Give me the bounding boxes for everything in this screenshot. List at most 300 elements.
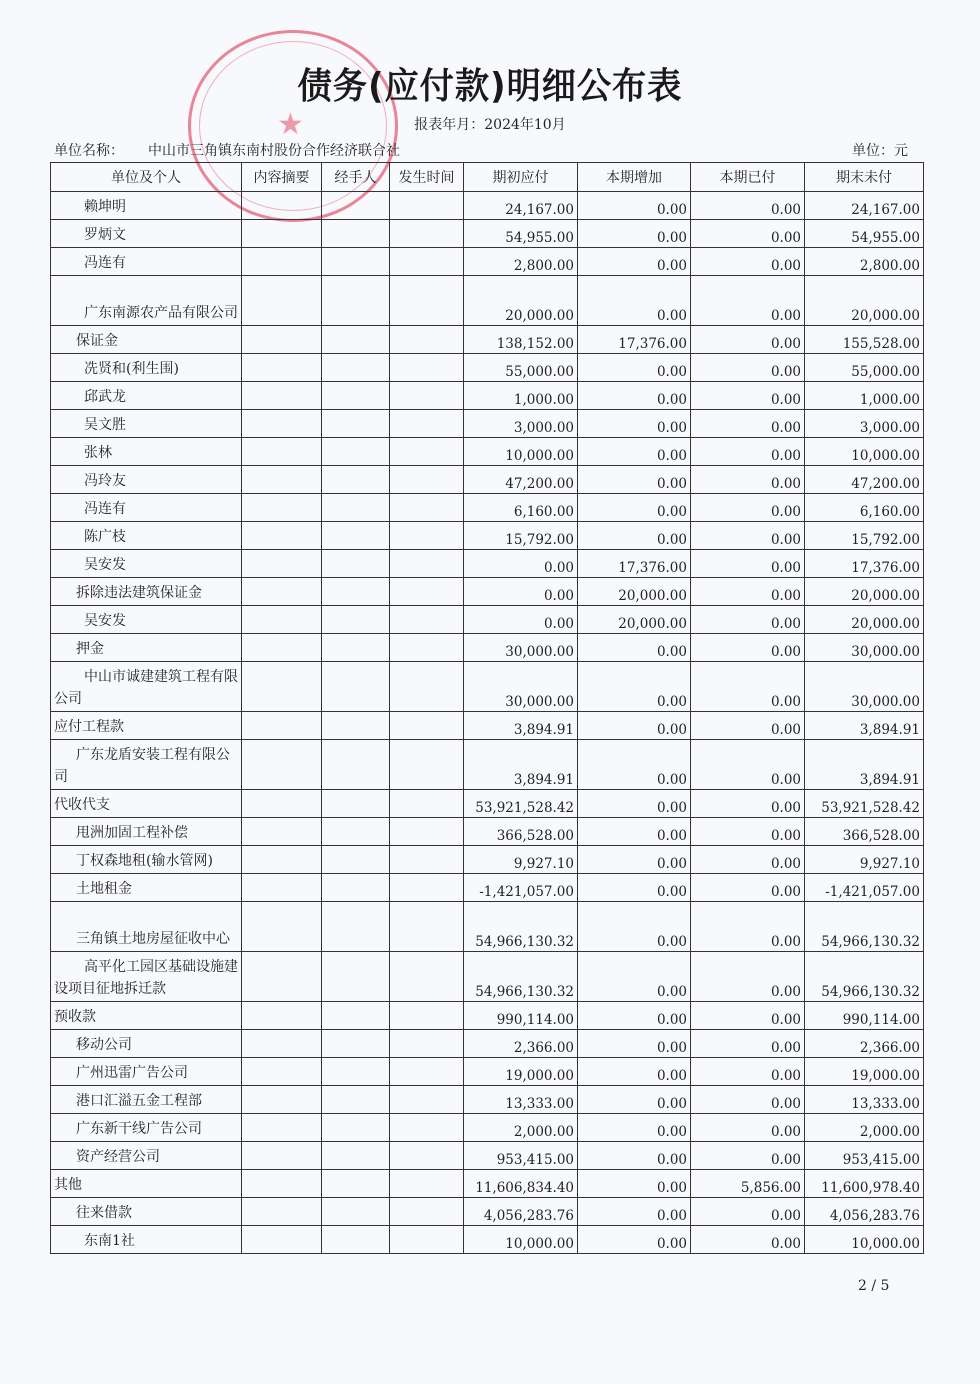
cell-date bbox=[390, 1198, 464, 1226]
table-row bbox=[51, 410, 924, 438]
payables-table bbox=[50, 162, 924, 1254]
cell-closing: 30,000.00 bbox=[805, 662, 924, 712]
table-row bbox=[51, 382, 924, 410]
table-row bbox=[51, 326, 924, 354]
table-row bbox=[51, 220, 924, 248]
cell-entity-name: 冼贤和(利生围) bbox=[51, 354, 242, 382]
cell-handler bbox=[322, 220, 390, 248]
cell-paid: 0.00 bbox=[691, 354, 805, 382]
cell-increase: 20,000.00 bbox=[578, 606, 691, 634]
cell-entity-name: 东南1社 bbox=[51, 1226, 242, 1254]
cell-entity-name: 广东新干线广告公司 bbox=[51, 1114, 242, 1142]
cell-paid: 0.00 bbox=[691, 550, 805, 578]
cell-summary bbox=[242, 578, 322, 606]
cell-summary bbox=[242, 354, 322, 382]
cell-summary bbox=[242, 874, 322, 902]
cell-closing: 3,894.91 bbox=[805, 740, 924, 790]
cell-increase: 0.00 bbox=[578, 818, 691, 846]
cell-opening: 11,606,834.40 bbox=[464, 1170, 578, 1198]
cell-handler bbox=[322, 1114, 390, 1142]
cell-handler bbox=[322, 438, 390, 466]
cell-entity-name: 移动公司 bbox=[51, 1030, 242, 1058]
cell-handler bbox=[322, 1170, 390, 1198]
cell-closing: 54,966,130.32 bbox=[805, 902, 924, 952]
cell-closing: 30,000.00 bbox=[805, 634, 924, 662]
cell-closing: 55,000.00 bbox=[805, 354, 924, 382]
cell-opening: 54,966,130.32 bbox=[464, 902, 578, 952]
cell-handler bbox=[322, 740, 390, 790]
cell-opening: 24,167.00 bbox=[464, 192, 578, 220]
cell-handler bbox=[322, 662, 390, 712]
cell-closing: 2,000.00 bbox=[805, 1114, 924, 1142]
cell-date bbox=[390, 1170, 464, 1198]
cell-date bbox=[390, 276, 464, 326]
cell-summary bbox=[242, 846, 322, 874]
cell-handler bbox=[322, 790, 390, 818]
cell-paid: 0.00 bbox=[691, 220, 805, 248]
cell-opening: 138,152.00 bbox=[464, 326, 578, 354]
cell-entity-name: 邱武龙 bbox=[51, 382, 242, 410]
cell-handler bbox=[322, 382, 390, 410]
cell-handler bbox=[322, 1198, 390, 1226]
cell-paid: 0.00 bbox=[691, 410, 805, 438]
cell-increase: 0.00 bbox=[578, 874, 691, 902]
table-row bbox=[51, 662, 924, 712]
cell-summary bbox=[242, 902, 322, 952]
cell-handler bbox=[322, 634, 390, 662]
cell-increase: 0.00 bbox=[578, 522, 691, 550]
cell-paid: 0.00 bbox=[691, 494, 805, 522]
col-header-increase: 本期增加 bbox=[578, 163, 691, 192]
cell-closing: 2,366.00 bbox=[805, 1030, 924, 1058]
cell-handler bbox=[322, 952, 390, 1002]
cell-closing: 20,000.00 bbox=[805, 578, 924, 606]
cell-paid: 0.00 bbox=[691, 662, 805, 712]
cell-summary bbox=[242, 1142, 322, 1170]
cell-date bbox=[390, 846, 464, 874]
cell-closing: 953,415.00 bbox=[805, 1142, 924, 1170]
cell-date bbox=[390, 1114, 464, 1142]
cell-handler bbox=[322, 606, 390, 634]
cell-paid: 0.00 bbox=[691, 712, 805, 740]
seal-star-icon: ★ bbox=[277, 107, 304, 142]
cell-date bbox=[390, 1142, 464, 1170]
table-row bbox=[51, 522, 924, 550]
cell-date bbox=[390, 466, 464, 494]
cell-handler bbox=[322, 578, 390, 606]
cell-opening: 2,000.00 bbox=[464, 1114, 578, 1142]
cell-entity-name: 往来借款 bbox=[51, 1198, 242, 1226]
cell-paid: 0.00 bbox=[691, 846, 805, 874]
cell-closing: 20,000.00 bbox=[805, 276, 924, 326]
cell-closing: 3,000.00 bbox=[805, 410, 924, 438]
cell-paid: 0.00 bbox=[691, 952, 805, 1002]
cell-paid: 0.00 bbox=[691, 606, 805, 634]
cell-date bbox=[390, 634, 464, 662]
cell-date bbox=[390, 550, 464, 578]
table-row bbox=[51, 1198, 924, 1226]
cell-summary bbox=[242, 550, 322, 578]
cell-increase: 0.00 bbox=[578, 634, 691, 662]
cell-entity-name: 资产经营公司 bbox=[51, 1142, 242, 1170]
table-row bbox=[51, 902, 924, 952]
cell-handler bbox=[322, 1030, 390, 1058]
cell-opening: 3,000.00 bbox=[464, 410, 578, 438]
cell-entity-name: 代收代支 bbox=[51, 790, 242, 818]
cell-entity-name: 张林 bbox=[51, 438, 242, 466]
cell-entity-name: 广东龙盾安装工程有限公司 bbox=[51, 740, 242, 790]
table-row bbox=[51, 1086, 924, 1114]
table-row bbox=[51, 952, 924, 1002]
cell-increase: 0.00 bbox=[578, 952, 691, 1002]
cell-summary bbox=[242, 1170, 322, 1198]
cell-summary bbox=[242, 522, 322, 550]
cell-paid: 0.00 bbox=[691, 466, 805, 494]
cell-increase: 0.00 bbox=[578, 712, 691, 740]
cell-entity-name: 广州迅雷广告公司 bbox=[51, 1058, 242, 1086]
cell-date bbox=[390, 662, 464, 712]
table-header-row bbox=[51, 163, 924, 192]
cell-date bbox=[390, 578, 464, 606]
cell-closing: 10,000.00 bbox=[805, 438, 924, 466]
cell-date bbox=[390, 494, 464, 522]
cell-date bbox=[390, 382, 464, 410]
cell-opening: 4,056,283.76 bbox=[464, 1198, 578, 1226]
cell-closing: 17,376.00 bbox=[805, 550, 924, 578]
cell-closing: 54,955.00 bbox=[805, 220, 924, 248]
cell-date bbox=[390, 740, 464, 790]
cell-date bbox=[390, 1058, 464, 1086]
cell-increase: 0.00 bbox=[578, 494, 691, 522]
table-row bbox=[51, 1114, 924, 1142]
cell-handler bbox=[322, 874, 390, 902]
cell-paid: 0.00 bbox=[691, 1226, 805, 1254]
cell-paid: 0.00 bbox=[691, 1030, 805, 1058]
cell-date bbox=[390, 326, 464, 354]
cell-opening: 54,966,130.32 bbox=[464, 952, 578, 1002]
cell-increase: 0.00 bbox=[578, 248, 691, 276]
cell-handler bbox=[322, 248, 390, 276]
cell-date bbox=[390, 522, 464, 550]
table-row bbox=[51, 494, 924, 522]
cell-summary bbox=[242, 276, 322, 326]
col-header-date: 发生时间 bbox=[390, 163, 464, 192]
table-row bbox=[51, 438, 924, 466]
cell-handler bbox=[322, 466, 390, 494]
cell-increase: 0.00 bbox=[578, 220, 691, 248]
cell-opening: 990,114.00 bbox=[464, 1002, 578, 1030]
cell-entity-name: 广东南源农产品有限公司 bbox=[51, 276, 242, 326]
cell-increase: 17,376.00 bbox=[578, 326, 691, 354]
cell-paid: 0.00 bbox=[691, 874, 805, 902]
cell-summary bbox=[242, 248, 322, 276]
cell-summary bbox=[242, 1086, 322, 1114]
cell-summary bbox=[242, 326, 322, 354]
cell-paid: 0.00 bbox=[691, 1114, 805, 1142]
cell-summary bbox=[242, 410, 322, 438]
unit-name-label: 单位名称： bbox=[54, 143, 124, 159]
cell-entity-name: 押金 bbox=[51, 634, 242, 662]
cell-summary bbox=[242, 952, 322, 1002]
cell-increase: 0.00 bbox=[578, 1002, 691, 1030]
cell-closing: 4,056,283.76 bbox=[805, 1198, 924, 1226]
table-row bbox=[51, 1226, 924, 1254]
cell-opening: 30,000.00 bbox=[464, 662, 578, 712]
cell-date bbox=[390, 192, 464, 220]
cell-increase: 0.00 bbox=[578, 410, 691, 438]
cell-date bbox=[390, 1086, 464, 1114]
cell-date bbox=[390, 220, 464, 248]
cell-paid: 0.00 bbox=[691, 248, 805, 276]
cell-handler bbox=[322, 326, 390, 354]
cell-closing: 24,167.00 bbox=[805, 192, 924, 220]
cell-entity-name: 土地租金 bbox=[51, 874, 242, 902]
cell-opening: 55,000.00 bbox=[464, 354, 578, 382]
page-number: 2 / 5 bbox=[858, 1278, 890, 1294]
cell-summary bbox=[242, 1058, 322, 1086]
cell-summary bbox=[242, 466, 322, 494]
cell-closing: 366,528.00 bbox=[805, 818, 924, 846]
cell-handler bbox=[322, 494, 390, 522]
cell-paid: 0.00 bbox=[691, 902, 805, 952]
cell-entity-name: 预收款 bbox=[51, 1002, 242, 1030]
cell-closing: 20,000.00 bbox=[805, 606, 924, 634]
cell-date bbox=[390, 410, 464, 438]
cell-entity-name: 冯连有 bbox=[51, 248, 242, 276]
cell-increase: 0.00 bbox=[578, 276, 691, 326]
cell-date bbox=[390, 354, 464, 382]
page-title: 债务(应付款)明细公布表 bbox=[297, 66, 683, 107]
cell-increase: 17,376.00 bbox=[578, 550, 691, 578]
col-header-entity: 单位及个人 bbox=[51, 163, 242, 192]
table-row bbox=[51, 740, 924, 790]
table-row bbox=[51, 1002, 924, 1030]
cell-increase: 0.00 bbox=[578, 438, 691, 466]
cell-summary bbox=[242, 1226, 322, 1254]
cell-summary bbox=[242, 662, 322, 712]
cell-handler bbox=[322, 1142, 390, 1170]
table-row bbox=[51, 550, 924, 578]
cell-closing: 3,894.91 bbox=[805, 712, 924, 740]
cell-increase: 0.00 bbox=[578, 354, 691, 382]
cell-date bbox=[390, 248, 464, 276]
col-header-opening: 期初应付 bbox=[464, 163, 578, 192]
cell-closing: 11,600,978.40 bbox=[805, 1170, 924, 1198]
table-row bbox=[51, 874, 924, 902]
cell-closing: 6,160.00 bbox=[805, 494, 924, 522]
cell-increase: 0.00 bbox=[578, 790, 691, 818]
cell-entity-name: 冯连有 bbox=[51, 494, 242, 522]
cell-date bbox=[390, 874, 464, 902]
cell-date bbox=[390, 712, 464, 740]
cell-paid: 5,856.00 bbox=[691, 1170, 805, 1198]
cell-handler bbox=[322, 354, 390, 382]
cell-summary bbox=[242, 1114, 322, 1142]
cell-entity-name: 丁权森地租(输水管网) bbox=[51, 846, 242, 874]
cell-closing: 9,927.10 bbox=[805, 846, 924, 874]
cell-increase: 0.00 bbox=[578, 1086, 691, 1114]
table-row bbox=[51, 790, 924, 818]
cell-increase: 0.00 bbox=[578, 662, 691, 712]
cell-increase: 0.00 bbox=[578, 846, 691, 874]
cell-opening: 47,200.00 bbox=[464, 466, 578, 494]
cell-opening: 30,000.00 bbox=[464, 634, 578, 662]
cell-increase: 0.00 bbox=[578, 1142, 691, 1170]
cell-opening: 953,415.00 bbox=[464, 1142, 578, 1170]
cell-opening: 10,000.00 bbox=[464, 438, 578, 466]
cell-summary bbox=[242, 634, 322, 662]
cell-summary bbox=[242, 740, 322, 790]
cell-opening: 19,000.00 bbox=[464, 1058, 578, 1086]
cell-opening: 53,921,528.42 bbox=[464, 790, 578, 818]
cell-increase: 0.00 bbox=[578, 1170, 691, 1198]
cell-increase: 0.00 bbox=[578, 1226, 691, 1254]
cell-opening: 2,366.00 bbox=[464, 1030, 578, 1058]
cell-increase: 0.00 bbox=[578, 1114, 691, 1142]
cell-opening: 9,927.10 bbox=[464, 846, 578, 874]
cell-closing: 15,792.00 bbox=[805, 522, 924, 550]
cell-opening: 3,894.91 bbox=[464, 740, 578, 790]
cell-paid: 0.00 bbox=[691, 790, 805, 818]
cell-date bbox=[390, 952, 464, 1002]
cell-closing: 47,200.00 bbox=[805, 466, 924, 494]
table-row bbox=[51, 276, 924, 326]
cell-increase: 0.00 bbox=[578, 1058, 691, 1086]
cell-handler bbox=[322, 522, 390, 550]
cell-paid: 0.00 bbox=[691, 192, 805, 220]
report-period: 报表年月：2024年10月 bbox=[414, 117, 566, 133]
cell-paid: 0.00 bbox=[691, 522, 805, 550]
cell-entity-name: 应付工程款 bbox=[51, 712, 242, 740]
cell-summary bbox=[242, 192, 322, 220]
cell-opening: 1,000.00 bbox=[464, 382, 578, 410]
cell-date bbox=[390, 438, 464, 466]
cell-handler bbox=[322, 818, 390, 846]
cell-paid: 0.00 bbox=[691, 634, 805, 662]
table-row bbox=[51, 1170, 924, 1198]
cell-opening: 13,333.00 bbox=[464, 1086, 578, 1114]
table-row bbox=[51, 248, 924, 276]
cell-opening: 15,792.00 bbox=[464, 522, 578, 550]
table-row bbox=[51, 192, 924, 220]
cell-paid: 0.00 bbox=[691, 1058, 805, 1086]
cell-opening: 3,894.91 bbox=[464, 712, 578, 740]
cell-paid: 0.00 bbox=[691, 326, 805, 354]
cell-handler bbox=[322, 1002, 390, 1030]
cell-summary bbox=[242, 712, 322, 740]
cell-increase: 0.00 bbox=[578, 382, 691, 410]
cell-increase: 0.00 bbox=[578, 902, 691, 952]
cell-increase: 0.00 bbox=[578, 1198, 691, 1226]
cell-summary bbox=[242, 220, 322, 248]
cell-paid: 0.00 bbox=[691, 382, 805, 410]
cell-handler bbox=[322, 1226, 390, 1254]
table-row bbox=[51, 818, 924, 846]
cell-closing: 2,800.00 bbox=[805, 248, 924, 276]
cell-handler bbox=[322, 1086, 390, 1114]
cell-entity-name: 罗炳文 bbox=[51, 220, 242, 248]
cell-closing: 13,333.00 bbox=[805, 1086, 924, 1114]
col-header-paid: 本期已付 bbox=[691, 163, 805, 192]
cell-entity-name: 陈广枝 bbox=[51, 522, 242, 550]
cell-summary bbox=[242, 494, 322, 522]
table-row bbox=[51, 606, 924, 634]
cell-entity-name: 其他 bbox=[51, 1170, 242, 1198]
cell-closing: 1,000.00 bbox=[805, 382, 924, 410]
cell-summary bbox=[242, 790, 322, 818]
cell-closing: 10,000.00 bbox=[805, 1226, 924, 1254]
cell-summary bbox=[242, 1030, 322, 1058]
table-row bbox=[51, 634, 924, 662]
cell-entity-name: 拆除违法建筑保证金 bbox=[51, 578, 242, 606]
table-row bbox=[51, 1058, 924, 1086]
cell-summary bbox=[242, 1002, 322, 1030]
cell-date bbox=[390, 902, 464, 952]
cell-opening: 20,000.00 bbox=[464, 276, 578, 326]
cell-entity-name: 三角镇土地房屋征收中心 bbox=[51, 902, 242, 952]
cell-opening: 0.00 bbox=[464, 578, 578, 606]
cell-entity-name: 港口汇溢五金工程部 bbox=[51, 1086, 242, 1114]
cell-entity-name: 吴安发 bbox=[51, 606, 242, 634]
cell-paid: 0.00 bbox=[691, 1086, 805, 1114]
cell-closing: 155,528.00 bbox=[805, 326, 924, 354]
cell-opening: 10,000.00 bbox=[464, 1226, 578, 1254]
cell-increase: 0.00 bbox=[578, 466, 691, 494]
cell-entity-name: 高平化工园区基础设施建设项目征地拆迁款 bbox=[51, 952, 242, 1002]
col-header-handler: 经手人 bbox=[322, 163, 390, 192]
cell-handler bbox=[322, 192, 390, 220]
table-row bbox=[51, 354, 924, 382]
cell-increase: 0.00 bbox=[578, 1030, 691, 1058]
cell-summary bbox=[242, 438, 322, 466]
unit-name: 中山市三角镇东南村股份合作经济联合社 bbox=[148, 143, 400, 159]
cell-date bbox=[390, 606, 464, 634]
cell-entity-name: 吴文胜 bbox=[51, 410, 242, 438]
cell-entity-name: 甩洲加固工程补偿 bbox=[51, 818, 242, 846]
cell-entity-name: 保证金 bbox=[51, 326, 242, 354]
cell-closing: 19,000.00 bbox=[805, 1058, 924, 1086]
cell-opening: 0.00 bbox=[464, 606, 578, 634]
cell-summary bbox=[242, 606, 322, 634]
cell-date bbox=[390, 1030, 464, 1058]
table-row bbox=[51, 1030, 924, 1058]
cell-date bbox=[390, 818, 464, 846]
cell-opening: 366,528.00 bbox=[464, 818, 578, 846]
table-row bbox=[51, 578, 924, 606]
cell-paid: 0.00 bbox=[691, 1198, 805, 1226]
cell-closing: 990,114.00 bbox=[805, 1002, 924, 1030]
cell-opening: -1,421,057.00 bbox=[464, 874, 578, 902]
cell-opening: 2,800.00 bbox=[464, 248, 578, 276]
cell-date bbox=[390, 1226, 464, 1254]
table-row bbox=[51, 466, 924, 494]
cell-summary bbox=[242, 818, 322, 846]
table-row bbox=[51, 712, 924, 740]
cell-summary bbox=[242, 1198, 322, 1226]
cell-increase: 20,000.00 bbox=[578, 578, 691, 606]
col-header-closing: 期末未付 bbox=[805, 163, 924, 192]
cell-handler bbox=[322, 276, 390, 326]
currency-unit: 单位：元 bbox=[852, 143, 908, 159]
cell-opening: 54,955.00 bbox=[464, 220, 578, 248]
cell-increase: 0.00 bbox=[578, 192, 691, 220]
cell-paid: 0.00 bbox=[691, 1142, 805, 1170]
table-row bbox=[51, 846, 924, 874]
cell-handler bbox=[322, 902, 390, 952]
cell-closing: 53,921,528.42 bbox=[805, 790, 924, 818]
cell-summary bbox=[242, 382, 322, 410]
cell-paid: 0.00 bbox=[691, 740, 805, 790]
